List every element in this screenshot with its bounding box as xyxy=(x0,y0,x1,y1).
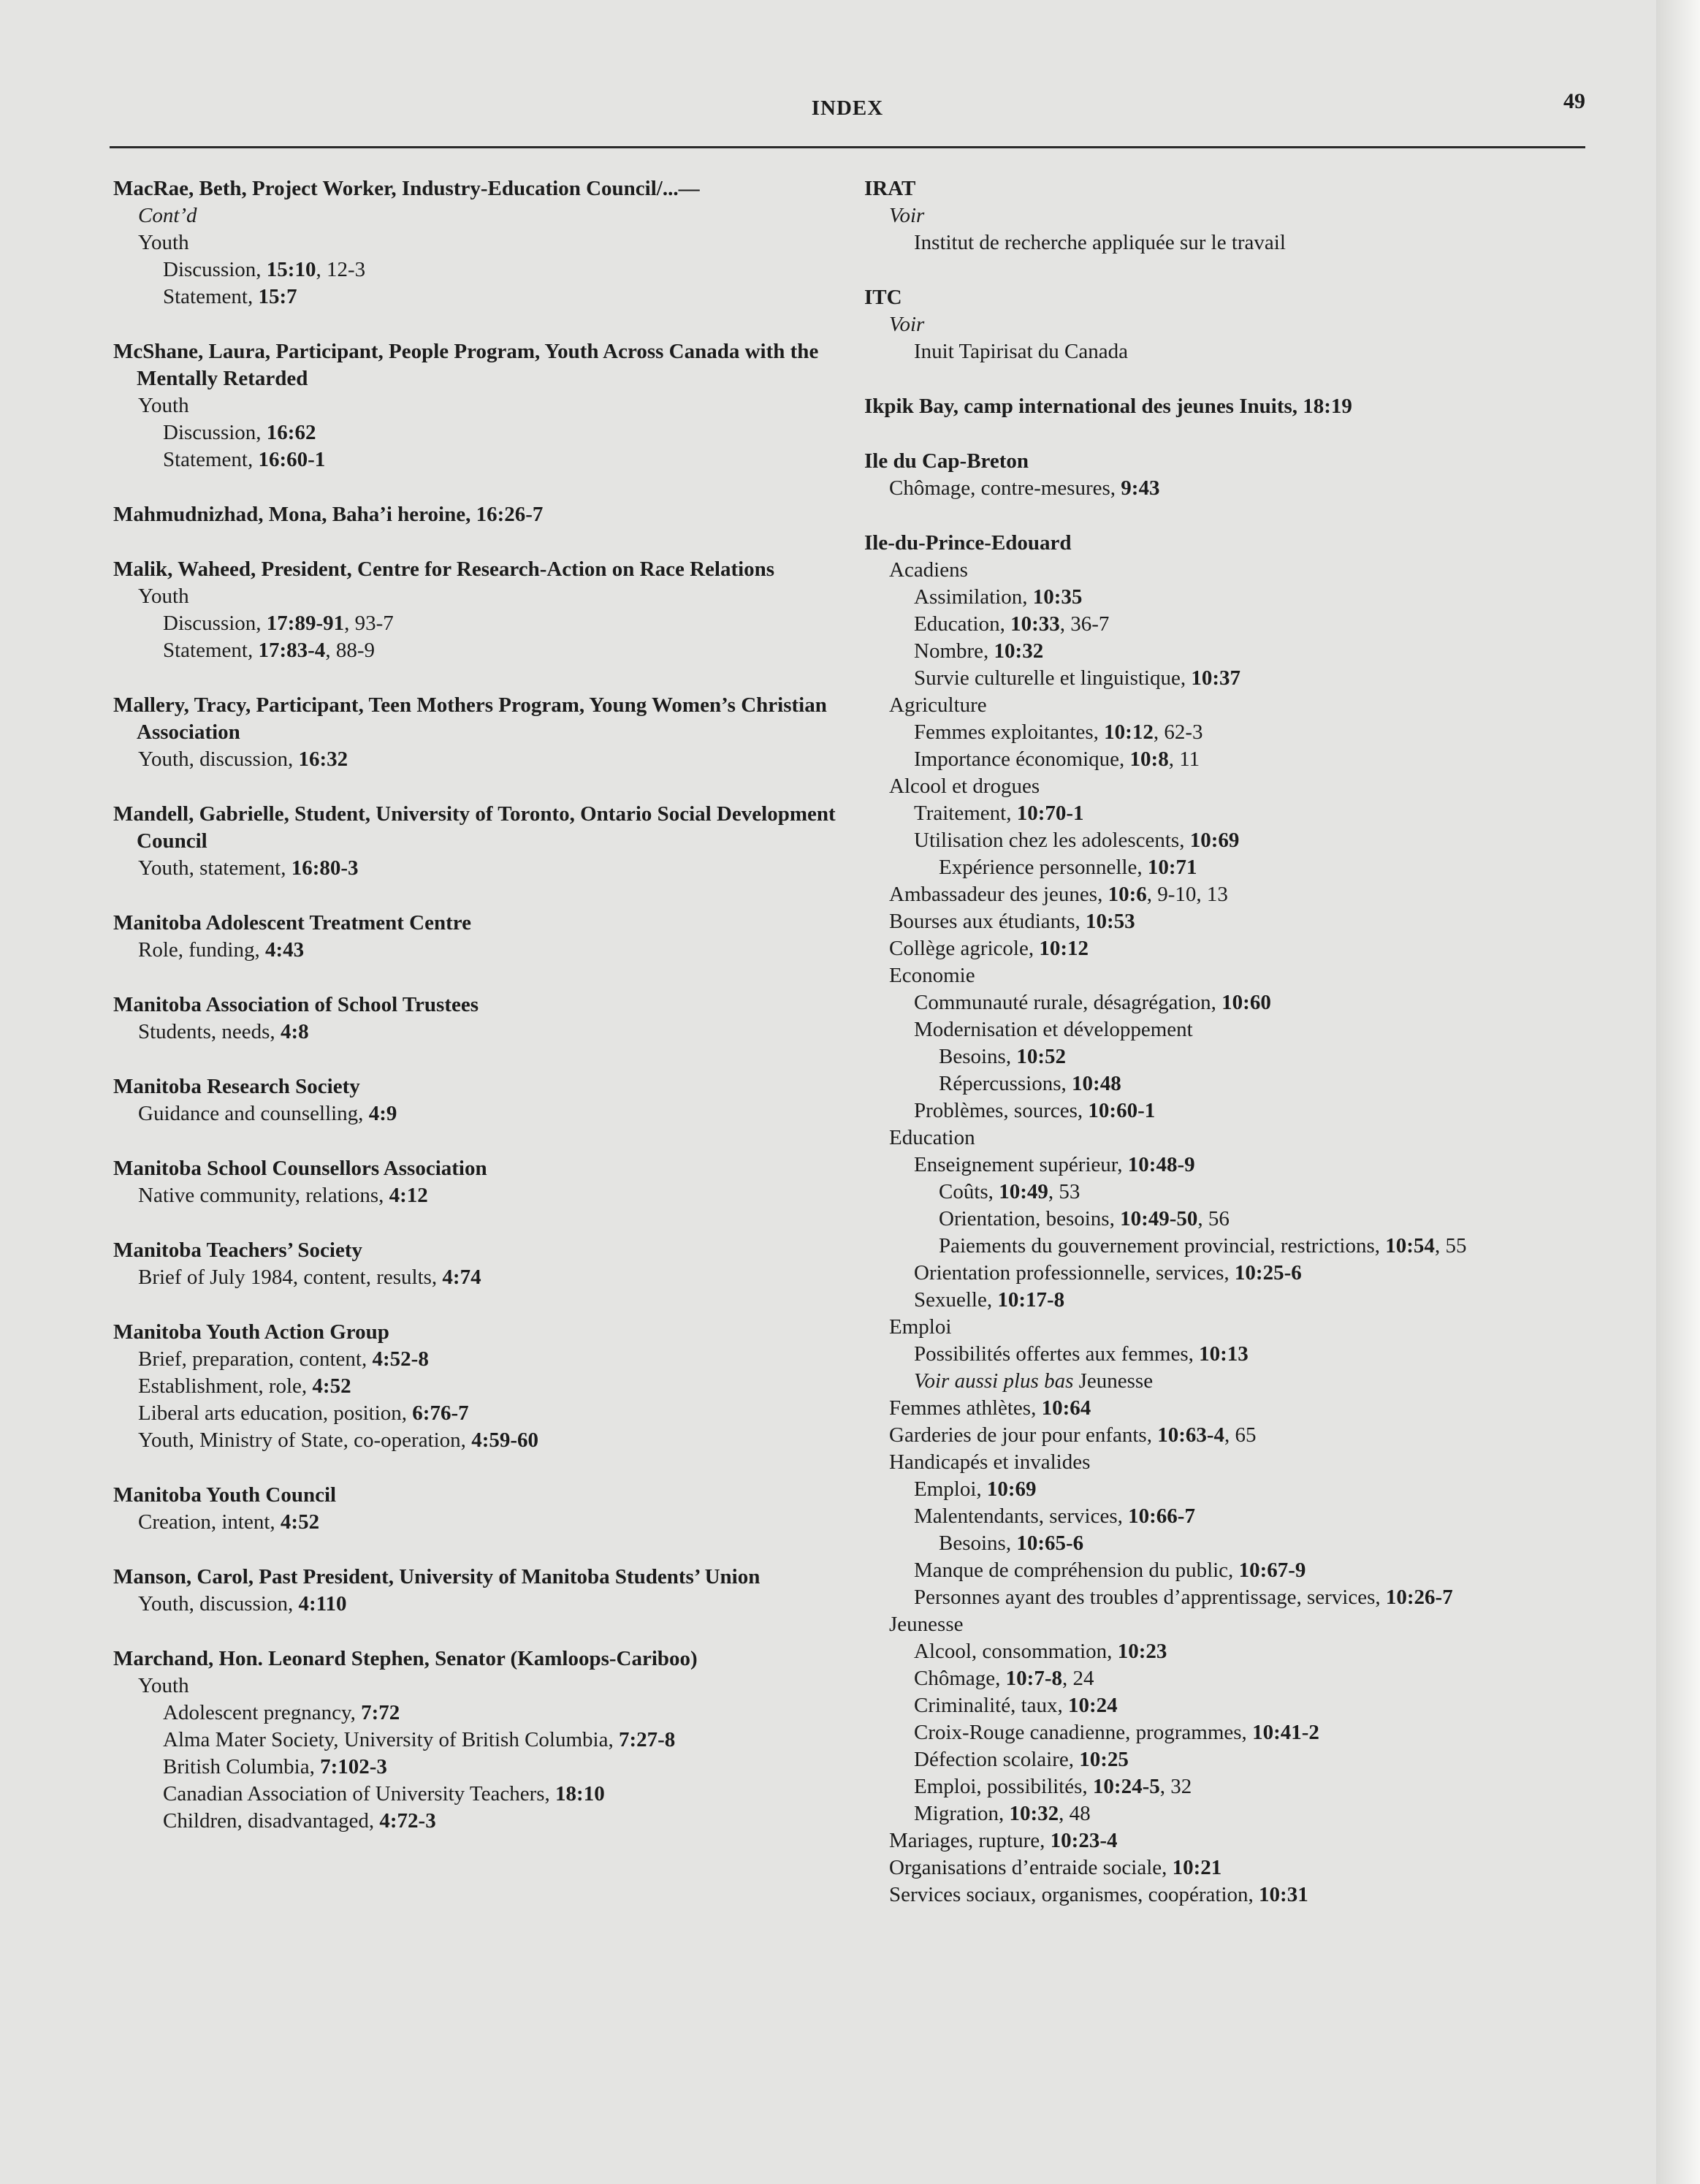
index-subentry xyxy=(864,557,1587,584)
index-column-left xyxy=(113,175,840,1835)
page-reference: 10:70-1 xyxy=(1016,802,1084,825)
index-subentry xyxy=(113,1673,840,1700)
subentry-text: Croix-Rouge canadienne, programmes, xyxy=(914,1721,1253,1744)
subentry-text: Problèmes, sources, xyxy=(914,1099,1089,1122)
subentry-text: Statement, xyxy=(163,285,259,308)
subentry-text: Communauté rurale, désagrégation, xyxy=(914,991,1222,1014)
subentry-text: Utilisation chez les adolescents, xyxy=(914,829,1190,852)
index-subentry xyxy=(864,475,1587,502)
index-subentry xyxy=(864,989,1587,1016)
index-subentry xyxy=(864,584,1587,611)
page-reference: 4:72-3 xyxy=(379,1809,436,1833)
subentry-text: Importance économique, xyxy=(914,747,1130,771)
page-reference: 10:17-8 xyxy=(997,1288,1065,1312)
index-subentry xyxy=(113,1182,840,1209)
page-reference: 4:110 xyxy=(298,1592,347,1616)
index-entry xyxy=(864,175,1587,256)
index-subentry xyxy=(113,1346,840,1373)
index-subentry xyxy=(113,1100,840,1127)
subentry-text: Garderies de jour pour enfants, xyxy=(889,1423,1158,1447)
index-subentry xyxy=(113,1427,840,1454)
index-subentry xyxy=(864,1773,1587,1800)
page-reference: 10:12 xyxy=(1039,937,1089,960)
subentry-text: Criminalité, taux, xyxy=(914,1694,1069,1717)
index-subentry xyxy=(113,229,840,256)
page-reference-extra: , 11 xyxy=(1168,747,1200,771)
page-reference-extra: , 48 xyxy=(1059,1802,1091,1825)
index-subentry xyxy=(864,1476,1587,1503)
page-reference: 10:53 xyxy=(1086,910,1135,933)
index-subentry xyxy=(864,881,1587,908)
subentry-text: Children, disadvantaged, xyxy=(163,1809,380,1833)
page-reference: 10:24-5 xyxy=(1092,1775,1160,1798)
page-reference: 10:21 xyxy=(1172,1856,1222,1879)
subentry-text: Emploi xyxy=(889,1315,952,1339)
page-reference: 10:48 xyxy=(1072,1072,1121,1095)
index-subentry xyxy=(113,1781,840,1808)
page-reference: 10:49 xyxy=(999,1180,1048,1203)
page-reference: 16:60-1 xyxy=(258,448,326,471)
subentry-text: Acadiens xyxy=(889,558,968,582)
index-entry-heading: Mandell, Gabrielle, Student, University of Toronto, Ontario Social Development Council xyxy=(113,802,836,853)
subentry-text: Besoins, xyxy=(939,1045,1017,1068)
index-subentry xyxy=(113,1400,840,1427)
page-reference: 10:35 xyxy=(1032,585,1083,609)
index-subentry xyxy=(113,1591,840,1618)
page-reference: 10:64 xyxy=(1041,1396,1091,1420)
index-subentry xyxy=(864,1422,1587,1449)
page-reference-extra: , 55 xyxy=(1434,1234,1467,1257)
index-subentry xyxy=(864,202,1587,229)
subentry-text: Services sociaux, organismes, coopération, xyxy=(889,1883,1259,1906)
page-reference: 10:13 xyxy=(1199,1342,1249,1366)
subentry-text: Alcool, consommation, xyxy=(914,1640,1118,1663)
subentry-text: Education, xyxy=(914,612,1011,636)
index-entry-heading: Manitoba Association of School Trustees xyxy=(113,993,479,1016)
index-entry-heading: Manitoba School Counsellors Association xyxy=(113,1157,487,1180)
index-subentry xyxy=(864,665,1587,692)
subentry-text: Statement, xyxy=(163,448,259,471)
index-subentry xyxy=(113,855,840,882)
subentry-text: Assimilation, xyxy=(914,585,1033,609)
index-entry xyxy=(113,1237,840,1291)
index-entry-heading: Manitoba Teachers’ Society xyxy=(113,1239,362,1262)
page-reference: 4:74 xyxy=(442,1266,481,1289)
page-reference: 10:69 xyxy=(1189,829,1240,852)
page-reference: 6:76-7 xyxy=(412,1401,469,1425)
subentry-text: Youth xyxy=(138,394,189,417)
index-entry-heading: Ikpik Bay, camp international des jeunes Inuits, 18:19 xyxy=(864,395,1352,418)
page-reference: 15:7 xyxy=(258,285,297,308)
subentry-text: British Columbia, xyxy=(163,1755,321,1778)
subentry-text: Expérience personnelle, xyxy=(939,856,1148,879)
index-subentry xyxy=(864,1179,1587,1206)
subentry-text: Voir aussi plus bas xyxy=(914,1369,1074,1393)
subentry-text: Statement, xyxy=(163,639,259,662)
page-reference: 17:89-91 xyxy=(266,612,345,635)
index-entry-heading: Mallery, Tracy, Participant, Teen Mothers Program, Young Women’s Christian Association xyxy=(113,693,827,744)
index-subentry xyxy=(864,800,1587,827)
subentry-text: Migration, xyxy=(914,1802,1010,1825)
index-subentry xyxy=(864,1206,1587,1233)
subentry-text: Institut de recherche appliquée sur le travail xyxy=(914,231,1286,254)
index-subentry xyxy=(113,446,840,473)
index-entry-heading: IRAT xyxy=(864,177,916,200)
page-reference-extra: , 24 xyxy=(1061,1667,1094,1690)
subentry-text: Orientation professionnelle, services, xyxy=(914,1261,1235,1285)
page-reference: 18:10 xyxy=(555,1782,605,1806)
index-entry-heading: Manitoba Youth Council xyxy=(113,1483,337,1507)
page-reference: 10:54 xyxy=(1385,1234,1435,1257)
index-subentry xyxy=(864,1449,1587,1476)
index-subentry xyxy=(113,746,840,773)
subentry-text: Role, funding, xyxy=(138,938,265,962)
page-reference: 10:25-6 xyxy=(1234,1261,1302,1285)
page-reference: 15:10 xyxy=(266,258,316,281)
index-subentry xyxy=(113,1264,840,1291)
subentry-text: Traitement, xyxy=(914,802,1017,825)
page-reference-extra: , 88-9 xyxy=(325,639,375,662)
page-reference: 4:52 xyxy=(312,1374,351,1398)
subentry-text: Canadian Association of University Teachers, xyxy=(163,1782,556,1806)
subentry-text: Guidance and counselling, xyxy=(138,1102,369,1125)
page-reference: 10:25 xyxy=(1079,1748,1129,1771)
subentry-text: Youth, Ministry of State, co-operation, xyxy=(138,1428,472,1452)
index-subentry xyxy=(864,1503,1587,1530)
page-reference: 4:9 xyxy=(368,1102,397,1125)
index-subentry xyxy=(113,284,840,311)
subentry-text: Organisations d’entraide sociale, xyxy=(889,1856,1173,1879)
subentry-text: Economie xyxy=(889,964,975,987)
subentry-text: Sexuelle, xyxy=(914,1288,998,1312)
subentry-text: Enseignement supérieur, xyxy=(914,1153,1128,1176)
index-subentry xyxy=(864,1287,1587,1314)
index-entry-heading: Ile du Cap-Breton xyxy=(864,449,1029,473)
subentry-text: Discussion, xyxy=(163,258,267,281)
index-subentry xyxy=(864,908,1587,935)
index-entry-heading: Manitoba Adolescent Treatment Centre xyxy=(113,911,471,935)
page-reference: 10:8 xyxy=(1129,747,1169,771)
subentry-text: Education xyxy=(889,1126,975,1149)
index-subentry xyxy=(113,256,840,284)
index-entry xyxy=(864,530,1587,1909)
index-subentry xyxy=(864,1557,1587,1584)
page-reference: 10:33 xyxy=(1010,612,1060,636)
index-entry xyxy=(113,1564,840,1618)
index-subentry xyxy=(864,229,1587,256)
index-entry xyxy=(113,556,840,664)
index-entry-heading: MacRae, Beth, Project Worker, Industry-Education Council/...— xyxy=(113,177,700,200)
page-reference: 4:43 xyxy=(265,938,305,962)
page-reference-extra: , 36-7 xyxy=(1059,612,1110,636)
page-reference: 10:37 xyxy=(1191,666,1241,690)
index-subentry xyxy=(864,1746,1587,1773)
subentry-text: Agriculture xyxy=(889,693,987,717)
index-subentry xyxy=(113,419,840,446)
subentry-text: Besoins, xyxy=(939,1532,1017,1555)
index-subentry xyxy=(113,583,840,610)
index-subentry xyxy=(864,1800,1587,1827)
index-subentry xyxy=(113,202,840,229)
page-reference: 10:60 xyxy=(1221,991,1271,1014)
index-entry-heading: Manitoba Youth Action Group xyxy=(113,1320,389,1344)
page-reference: 4:52 xyxy=(280,1510,320,1534)
index-entry xyxy=(113,992,840,1046)
index-subentry xyxy=(864,1584,1587,1611)
subentry-text: Alcool et drogues xyxy=(889,775,1040,798)
index-subentry xyxy=(864,719,1587,746)
index-subentry xyxy=(864,1881,1587,1909)
index-subentry xyxy=(864,1827,1587,1854)
page-reference: 7:27-8 xyxy=(618,1728,676,1751)
subentry-text: Survie culturelle et linguistique, xyxy=(914,666,1192,690)
index-subentry xyxy=(864,1611,1587,1638)
subentry-text: Emploi, possibilités, xyxy=(914,1775,1093,1798)
page-header xyxy=(110,89,1585,148)
subentry-text: Discussion, xyxy=(163,421,267,444)
page-reference: 17:83-4 xyxy=(258,639,326,662)
index-entry xyxy=(113,501,840,528)
page-reference: 10:23-4 xyxy=(1050,1829,1118,1852)
index-subentry xyxy=(864,1125,1587,1152)
page-number: 49 xyxy=(1563,89,1585,113)
subentry-text: Possibilités offertes aux femmes, xyxy=(914,1342,1200,1366)
index-subentry xyxy=(864,1665,1587,1692)
subentry-text: Creation, intent, xyxy=(138,1510,281,1534)
index-subentry xyxy=(113,610,840,637)
page-reference: 16:62 xyxy=(266,421,316,444)
subentry-text: Youth xyxy=(138,231,189,254)
subentry-text: Chômage, xyxy=(914,1667,1006,1690)
subentry-text: Répercussions, xyxy=(939,1072,1072,1095)
subentry-text: Emploi, xyxy=(914,1477,987,1501)
subentry-text: Défection scolaire, xyxy=(914,1748,1080,1771)
page-reference: 7:72 xyxy=(361,1701,400,1724)
index-entry xyxy=(864,284,1587,365)
page-reference: 10:60-1 xyxy=(1088,1099,1156,1122)
page-reference-extra: , 32 xyxy=(1159,1775,1192,1798)
index-subentry xyxy=(113,637,840,664)
index-subentry xyxy=(113,1019,840,1046)
index-subentry xyxy=(864,611,1587,638)
page-reference: 10:69 xyxy=(986,1477,1037,1501)
index-entry xyxy=(113,1155,840,1209)
subentry-text: Youth xyxy=(138,585,189,608)
subentry-text: Jeunesse xyxy=(889,1613,964,1636)
subentry-text: Brief of July 1984, content, results, xyxy=(138,1266,443,1289)
index-subentry xyxy=(864,1152,1587,1179)
page-reference: 4:12 xyxy=(389,1184,428,1207)
page-reference: 10:65-6 xyxy=(1016,1532,1084,1555)
subentry-text: Youth xyxy=(138,1674,189,1697)
index-entry xyxy=(113,338,840,473)
subentry-text: Adolescent pregnancy, xyxy=(163,1701,362,1724)
index-entry-heading: Manitoba Research Society xyxy=(113,1075,360,1098)
index-subentry xyxy=(113,1509,840,1536)
subentry-text: Establishment, role, xyxy=(138,1374,313,1398)
subentry-text: Brief, preparation, content, xyxy=(138,1347,373,1371)
index-subentry xyxy=(864,1395,1587,1422)
page-reference: 9:43 xyxy=(1121,476,1160,500)
page-reference: 10:12 xyxy=(1104,720,1154,744)
index-entry-heading: ITC xyxy=(864,286,902,309)
page-reference-extra: Jeunesse xyxy=(1073,1369,1154,1393)
subentry-text: Modernisation et développement xyxy=(914,1018,1193,1041)
subentry-text: Youth, statement, xyxy=(138,856,291,880)
page-reference: 10:63-4 xyxy=(1157,1423,1225,1447)
index-subentry xyxy=(864,1314,1587,1341)
index-subentry xyxy=(864,854,1587,881)
subentry-text: Coûts, xyxy=(939,1180,999,1203)
page-reference: 10:41-2 xyxy=(1252,1721,1319,1744)
index-subentry xyxy=(864,1070,1587,1097)
index-entry xyxy=(113,910,840,964)
page-reference-extra: , 56 xyxy=(1197,1207,1230,1230)
index-subentry xyxy=(864,1341,1587,1368)
subentry-text: Manque de compréhension du public, xyxy=(914,1559,1239,1582)
subentry-text: Liberal arts education, position, xyxy=(138,1401,413,1425)
index-subentry xyxy=(864,1854,1587,1881)
index-entry-heading: Manson, Carol, Past President, University of Manitoba Students’ Union xyxy=(113,1565,761,1588)
index-subentry xyxy=(113,1754,840,1781)
index-subentry xyxy=(113,392,840,419)
subentry-text: Femmes athlètes, xyxy=(889,1396,1042,1420)
subentry-text: Paiements du gouvernement provincial, restrictions, xyxy=(939,1234,1386,1257)
index-subentry xyxy=(113,1700,840,1727)
page-reference-extra: , 62-3 xyxy=(1153,720,1203,744)
subentry-text: Students, needs, xyxy=(138,1020,281,1043)
index-entry xyxy=(113,1073,840,1127)
page-reference: 4:8 xyxy=(280,1020,309,1043)
index-entry xyxy=(113,801,840,882)
page-reference: 10:31 xyxy=(1259,1883,1308,1906)
page-reference: 10:7-8 xyxy=(1005,1667,1062,1690)
index-subentry xyxy=(864,746,1587,773)
page-reference: 4:52-8 xyxy=(372,1347,429,1371)
index-entry-heading: McShane, Laura, Participant, People Program, Youth Across Canada with the Mentally Retarded xyxy=(113,340,819,390)
page-reference: 7:102-3 xyxy=(320,1755,387,1778)
index-subentry xyxy=(113,1808,840,1835)
index-subentry xyxy=(864,1530,1587,1557)
index-subentry xyxy=(864,1638,1587,1665)
index-entry-heading: Malik, Waheed, President, Centre for Research-Action on Race Relations xyxy=(113,558,775,581)
subentry-text: Nombre, xyxy=(914,639,994,663)
subentry-text: Ambassadeur des jeunes, xyxy=(889,883,1108,906)
index-entry xyxy=(864,448,1587,502)
page-reference-extra: , 9-10, 13 xyxy=(1146,883,1228,906)
index-entry xyxy=(113,1482,840,1536)
subentry-text: Inuit Tapirisat du Canada xyxy=(914,340,1129,363)
index-subentry xyxy=(864,692,1587,719)
index-subentry xyxy=(864,1097,1587,1125)
index-subentry xyxy=(864,638,1587,665)
index-subentry xyxy=(864,338,1587,365)
subentry-text: Alma Mater Society, University of British Columbia, xyxy=(163,1728,619,1751)
index-subentry xyxy=(864,773,1587,800)
subentry-text: Femmes exploitantes, xyxy=(914,720,1105,744)
page-reference: 10:48-9 xyxy=(1127,1153,1195,1176)
subentry-text: Chômage, contre-mesures, xyxy=(889,476,1121,500)
subentry-text: Handicapés et invalides xyxy=(889,1450,1091,1474)
subentry-text: Cont’d xyxy=(138,204,197,227)
page-reference: 10:52 xyxy=(1016,1045,1067,1068)
page-reference: 10:71 xyxy=(1147,856,1197,879)
page-reference: 10:26-7 xyxy=(1385,1586,1453,1609)
subentry-text: Collège agricole, xyxy=(889,937,1040,960)
subentry-text: Youth, discussion, xyxy=(138,747,299,771)
index-entry-heading: Ile-du-Prince-Edouard xyxy=(864,531,1072,555)
page-reference: 4:59-60 xyxy=(471,1428,539,1452)
page-reference-extra: , 12-3 xyxy=(316,258,366,281)
page-edge xyxy=(1656,0,1700,2184)
index-subentry xyxy=(864,1016,1587,1043)
running-head: INDEX xyxy=(811,96,884,120)
index-subentry xyxy=(864,1692,1587,1719)
index-column-right xyxy=(864,175,1587,1909)
subentry-text: Personnes ayant des troubles d’apprentissage, services, xyxy=(914,1586,1386,1609)
subentry-text: Voir xyxy=(889,313,925,336)
index-entry-heading: Mahmudnizhad, Mona, Baha’i heroine, 16:26-7 xyxy=(113,503,544,526)
subentry-text: Bourses aux étudiants, xyxy=(889,910,1086,933)
index-subentry xyxy=(864,1233,1587,1260)
index-subentry xyxy=(864,1260,1587,1287)
index-entry xyxy=(113,175,840,311)
index-subentry xyxy=(864,1368,1587,1395)
index-entry xyxy=(113,1645,840,1835)
page-reference: 10:67-9 xyxy=(1238,1559,1306,1582)
index-subentry xyxy=(113,1373,840,1400)
page-reference: 10:24 xyxy=(1068,1694,1118,1717)
page-reference: 10:32 xyxy=(1009,1802,1059,1825)
page-reference-extra: , 53 xyxy=(1048,1180,1080,1203)
index-subentry xyxy=(864,1719,1587,1746)
index-subentry xyxy=(864,935,1587,962)
index-subentry xyxy=(864,311,1587,338)
index-subentry xyxy=(864,1043,1587,1070)
index-subentry xyxy=(113,937,840,964)
subentry-text: Malentendants, services, xyxy=(914,1504,1129,1528)
index-subentry xyxy=(864,827,1587,854)
subentry-text: Voir xyxy=(889,204,925,227)
page-reference: 10:66-7 xyxy=(1128,1504,1195,1528)
subentry-text: Native community, relations, xyxy=(138,1184,389,1207)
index-entry xyxy=(113,692,840,773)
index-subentry xyxy=(113,1727,840,1754)
subentry-text: Youth, discussion, xyxy=(138,1592,299,1616)
subentry-text: Orientation, besoins, xyxy=(939,1207,1121,1230)
page-reference: 10:6 xyxy=(1108,883,1147,906)
subentry-text: Discussion, xyxy=(163,612,267,635)
index-entry-heading: Marchand, Hon. Leonard Stephen, Senator (Kamloops-Cariboo) xyxy=(113,1647,698,1670)
page-reference: 10:23 xyxy=(1117,1640,1167,1663)
page-reference: 16:32 xyxy=(298,747,348,771)
page-reference: 16:80-3 xyxy=(291,856,359,880)
index-entry xyxy=(864,393,1587,420)
subentry-text: Mariages, rupture, xyxy=(889,1829,1051,1852)
index-subentry xyxy=(864,962,1587,989)
page-reference-extra: , 65 xyxy=(1224,1423,1257,1447)
page-reference: 10:49-50 xyxy=(1120,1207,1198,1230)
page-reference: 10:32 xyxy=(994,639,1044,663)
index-entry xyxy=(113,1319,840,1454)
page-reference-extra: , 93-7 xyxy=(344,612,394,635)
